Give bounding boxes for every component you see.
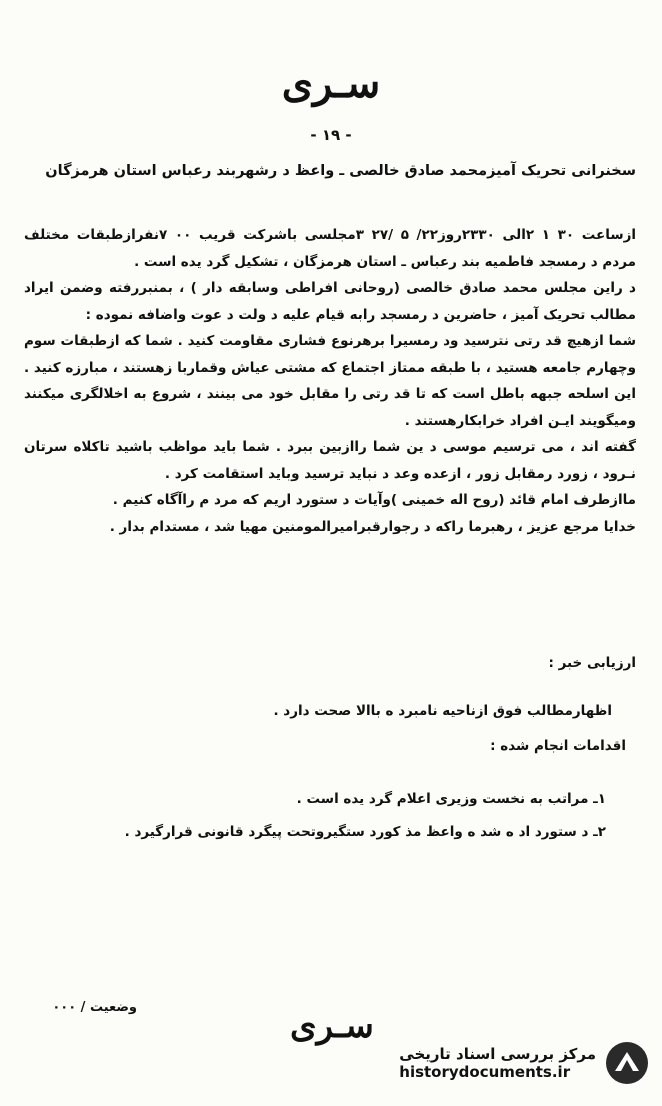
action-item: ۲ـ د ستورد اد ه شد ه واعظ مذ کورد ستگیروتحت پیگرد قانونی قرارگیرد . <box>124 824 606 840</box>
body-paragraph: خدایا مرجع عزیز ، رهبرما راکه د رجوارقبرامیرالمومنین مهیا شد ، مستدام بدار . <box>109 518 636 535</box>
body-paragraph: شما ازهیچ قد رتی نترسید ود رمسیرا برهرنوع فشاری مقاومت کنید . شما که ازطبقات سوم وچهارم جامعه هستید ، با طبقه ممتاز اجتماع که مشتی عیاش وقماربا زهستند ، مبارزه کنید . این اسلحه جبهه باطل است که تا قد رتی را مقابل خود می بینند ، شروع به اخلالگری میکنند ومیگویند ایـن افراد خرابکارهستند . <box>24 333 636 429</box>
document-body <box>24 222 636 540</box>
actions-heading: اقدامات انجام شده : <box>490 738 626 754</box>
body-paragraph: گفته اند ، می ترسیم موسی د ین شما راازبین ببرد . شما باید مواظب باشید تاکلاه سرتان نـرود ، زورد رمقابل زور ، ازعده وعد د نباید ترسید وباید استقامت کرد . <box>24 439 636 482</box>
page-number: - ۱۹ - <box>310 126 352 144</box>
body-paragraph: د راین مجلس محمد صادق خالصی (روحانی افراطی وسابقه دار ) ، بمنبررفته وضمن ایراد مطالب تحریک آمیز ، حاضرین د رمسجد رابه قیام علیه د ولت د عوت واضافه نموده : <box>24 280 636 323</box>
document-title: سخنرانی تحریک آمیزمحمد صادق خالصی ـ واعظ د رشهربند رعباس استان هرمزگان <box>45 163 636 179</box>
classification-footer: سـری <box>290 1006 374 1046</box>
body-paragraph: ماازطرف امام قائد (روح اله خمینی )وآیات د ستورد اریم که مرد م راآگاه کنیم . <box>112 492 636 508</box>
watermark-url: historydocuments.ir <box>399 1063 571 1081</box>
watermark <box>399 1040 650 1086</box>
watermark-text <box>399 1045 596 1081</box>
watermark-name: مرکز بررسی اسناد تاریخی <box>399 1045 596 1063</box>
archive-logo-icon <box>604 1040 650 1086</box>
classification-header: سـری <box>281 60 381 107</box>
body-paragraph: ازساعت ۳۰ ۱ ۲الی ۲۳۳۰روز۲۲/ ۵ /۲۷ ۳مجلسی باشرکت قریب ۰۰ ۷نفرازطبقات مختلف مردم د رمسجد فاطمیه بند رعباس ـ استان هرمزگان ، تشکیل گرد یده است . <box>24 227 636 270</box>
source-evaluation-text: اظهارمطالب فوق ازناحیه نامبرد ه باالا صحت دارد . <box>273 703 612 719</box>
status-line: وضعیت / ۰۰۰ <box>52 1000 137 1015</box>
source-evaluation-heading: ارزیابی خبر : <box>548 655 636 671</box>
action-item: ۱ـ مراتب به نخست وزیری اعلام گرد یده است . <box>296 791 606 807</box>
